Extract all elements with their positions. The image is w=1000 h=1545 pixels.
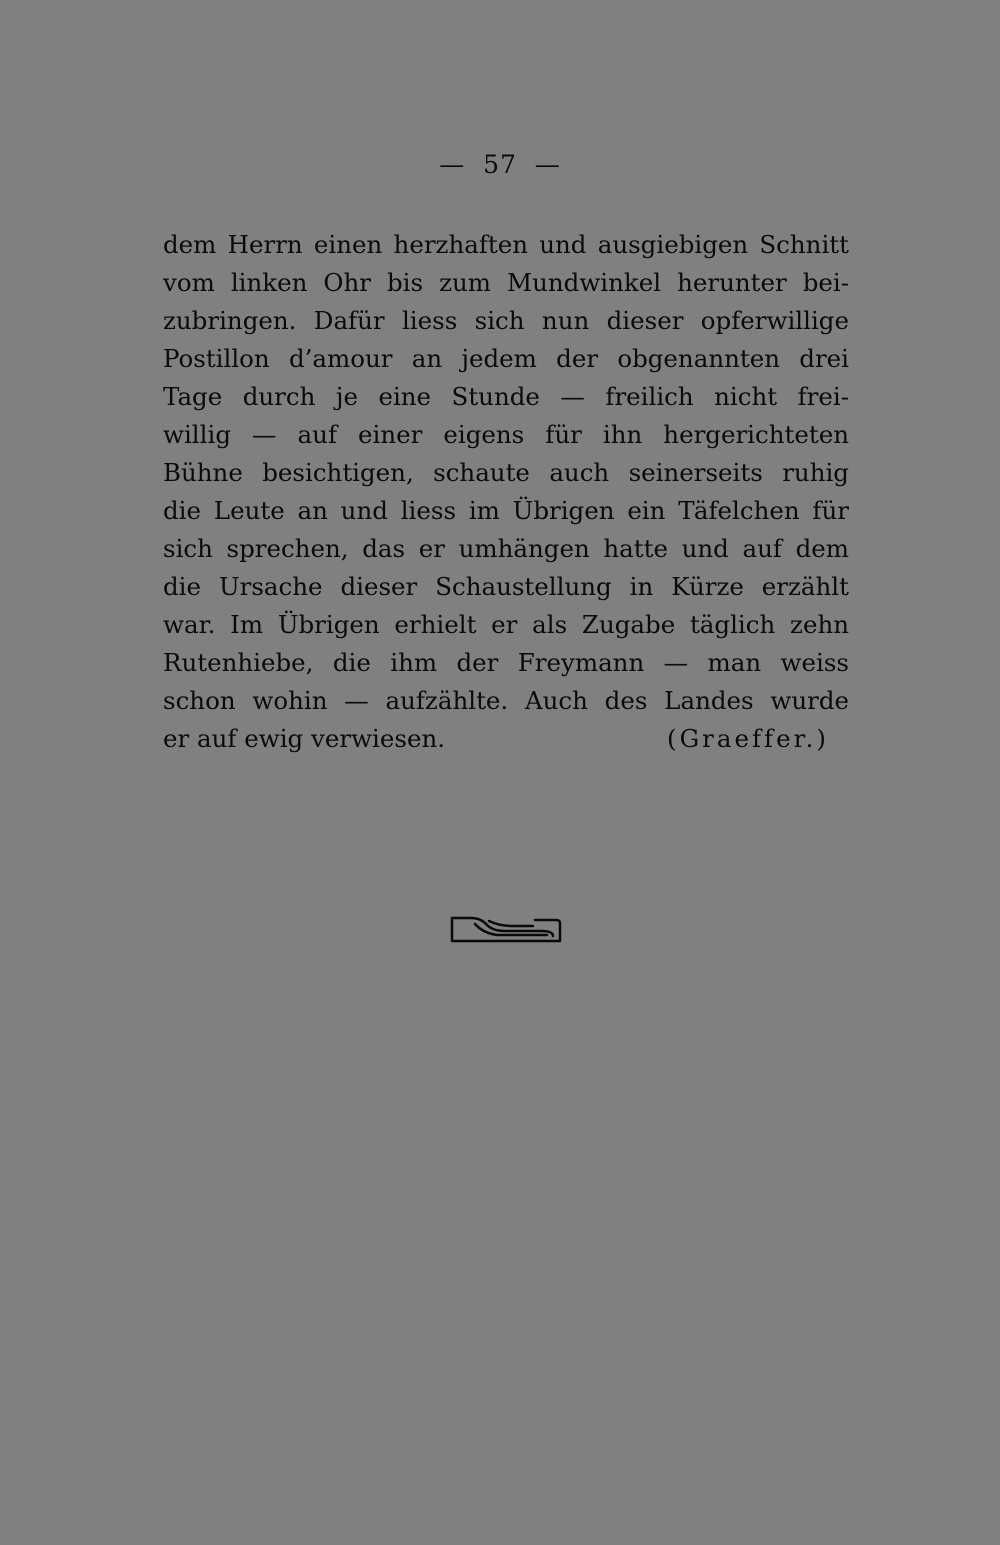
page-number: — 57 — — [439, 150, 561, 179]
text-line: war. Im Übrigen erhielt er als Zugabe täglich zehn — [163, 610, 849, 639]
text-line: sich sprechen, das er umhängen hatte und auf dem — [163, 534, 849, 563]
text-line: Bühne besichtigen, schaute auch seinerseits ruhig — [163, 458, 849, 487]
text-line: willig — auf einer eigens für ihn hergerichteten — [163, 420, 849, 449]
source-attribution: (Graeffer.) — [667, 724, 829, 753]
text-line: Postillon d’amour an jedem der obgenannten drei — [163, 344, 849, 373]
last-text-line — [163, 720, 849, 758]
text-line: Rutenhiebe, die ihm der Freymann — man weiss — [163, 648, 849, 677]
last-line-text: er auf ewig verwiesen. — [163, 724, 446, 753]
text-line: vom linken Ohr bis zum Mundwinkel herunter bei- — [163, 268, 849, 297]
text-line: zubringen. Dafür liess sich nun dieser opferwillige — [163, 306, 849, 335]
body-text — [163, 226, 849, 758]
end-ornament-icon — [449, 914, 565, 944]
text-line: dem Herrn einen herzhaften und ausgiebigen Schnitt — [163, 230, 849, 259]
text-line: die Ursache dieser Schaustellung in Kürze erzählt — [163, 572, 849, 601]
text-line: Tage durch je eine Stunde — freilich nicht frei- — [163, 382, 849, 411]
text-line: die Leute an und liess im Übrigen ein Täfelchen für — [163, 496, 849, 525]
text-line: schon wohin — aufzählte. Auch des Landes wurde — [163, 686, 849, 715]
